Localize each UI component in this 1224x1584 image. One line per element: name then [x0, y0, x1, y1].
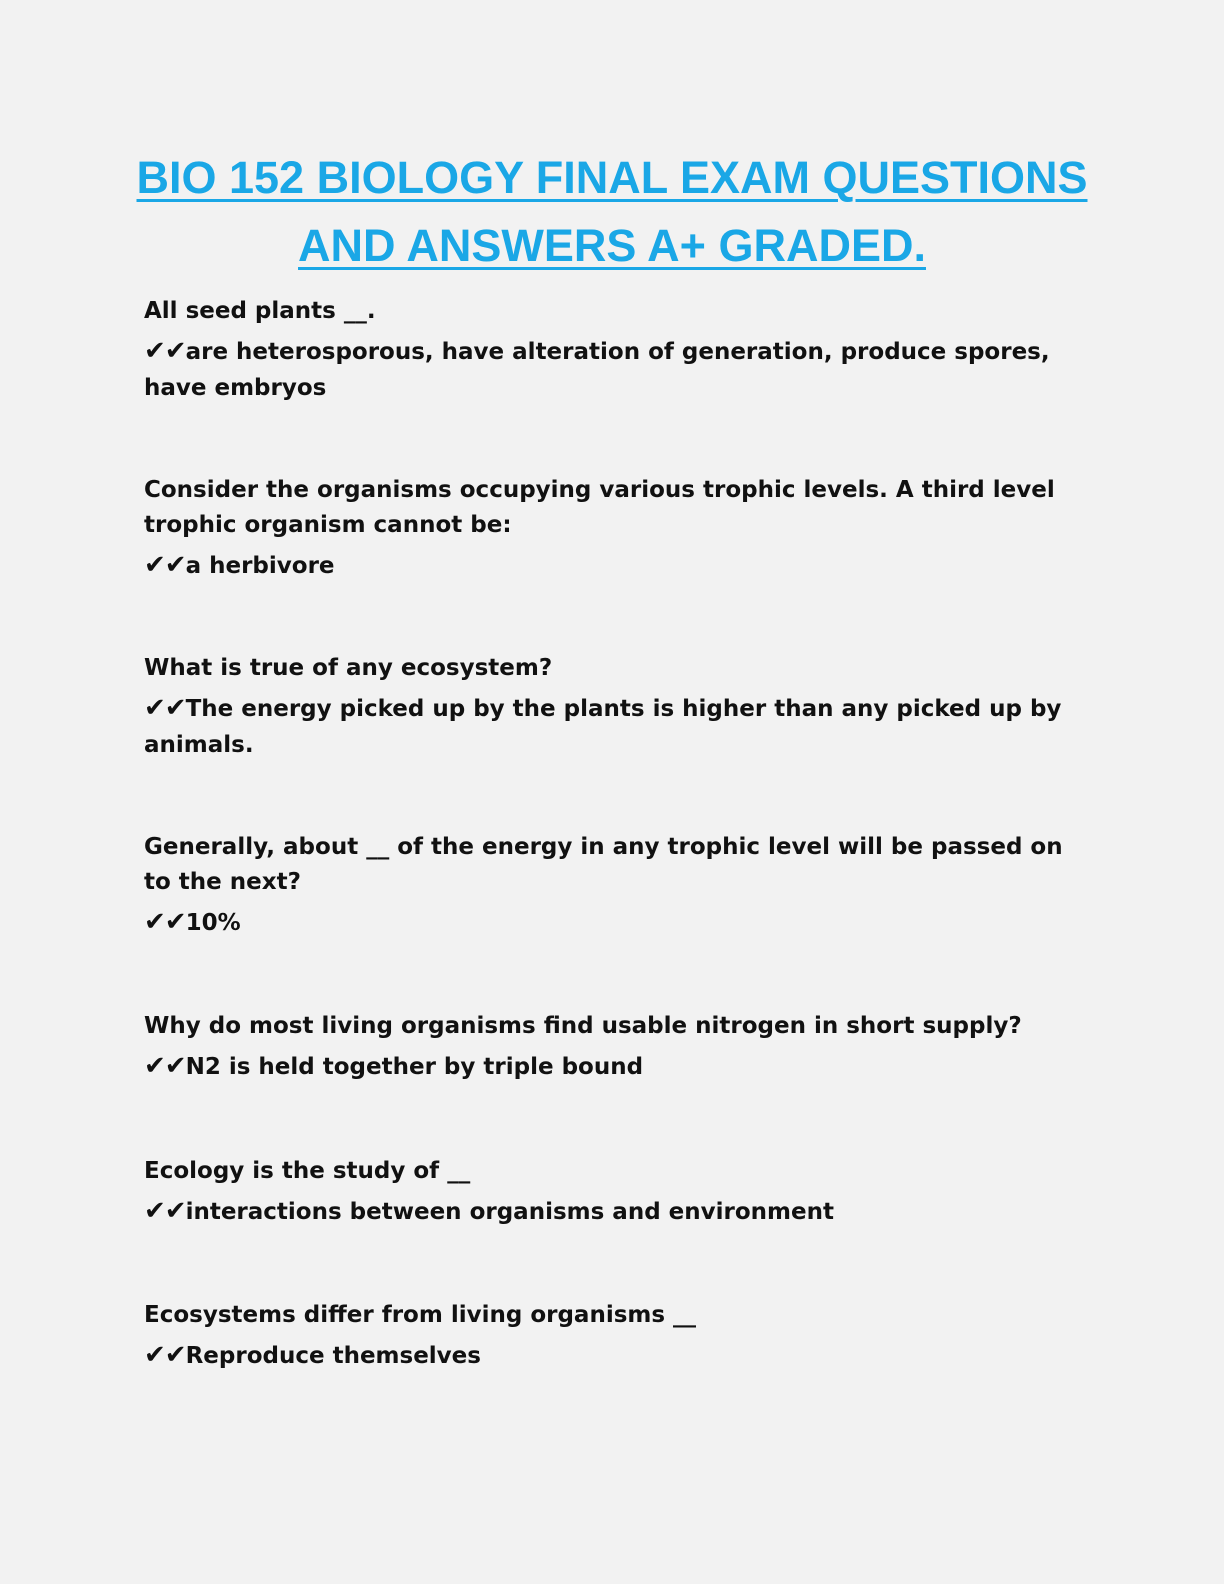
question-text: Consider the organisms occupying various trophic levels. A third level trophic organism cannot be: — [144, 477, 1055, 538]
double-check-icon: ✔✔ — [144, 907, 186, 937]
qa-item — [144, 1298, 1084, 1374]
answer-value: 10% — [185, 910, 241, 936]
double-check-icon: ✔✔ — [144, 693, 186, 723]
qa-item — [144, 830, 1084, 941]
double-check-icon: ✔✔ — [144, 1340, 186, 1370]
question-text: Why do most living organisms find usable nitrogen in short supply? — [144, 1013, 1022, 1039]
answer-text — [144, 904, 1084, 941]
question-text: Generally, about __ of the energy in any trophic level will be passed on to the next? — [144, 834, 1063, 895]
qa-item — [144, 294, 1084, 406]
answer-text — [144, 547, 1084, 584]
answer-value: a herbivore — [185, 553, 335, 579]
answer-text — [144, 1048, 1084, 1085]
answer-value: are heterosporous, have alteration of generation, produce spores, have embryos — [144, 339, 1050, 401]
double-check-icon: ✔✔ — [144, 1051, 186, 1081]
question-text: Ecology is the study of __ — [144, 1158, 471, 1184]
qa-item — [144, 1154, 1084, 1230]
answer-text — [144, 1337, 1084, 1374]
question-text: Ecosystems differ from living organisms __ — [144, 1302, 697, 1328]
double-check-icon: ✔✔ — [144, 550, 186, 580]
qa-item — [144, 1009, 1084, 1085]
answer-text — [144, 333, 1084, 406]
double-check-icon: ✔✔ — [144, 336, 186, 366]
answer-value: N2 is held together by triple bound — [185, 1054, 644, 1080]
answer-value: interactions between organisms and environment — [185, 1199, 834, 1225]
title-line-2: AND ANSWERS A+ GRADED. — [298, 220, 926, 271]
answer-text — [144, 1193, 1084, 1230]
question-text: What is true of any ecosystem? — [144, 655, 553, 681]
document-title — [120, 144, 1104, 280]
title-line-1: BIO 152 BIOLOGY FINAL EXAM QUESTIONS — [136, 152, 1088, 203]
double-check-icon: ✔✔ — [144, 1196, 186, 1226]
qa-item — [144, 473, 1084, 584]
qa-item — [144, 651, 1084, 763]
question-text: All seed plants __. — [144, 298, 376, 324]
answer-text — [144, 690, 1084, 763]
answer-value: Reproduce themselves — [185, 1343, 481, 1369]
answer-value: The energy picked up by the plants is higher than any picked up by animals. — [144, 696, 1062, 758]
